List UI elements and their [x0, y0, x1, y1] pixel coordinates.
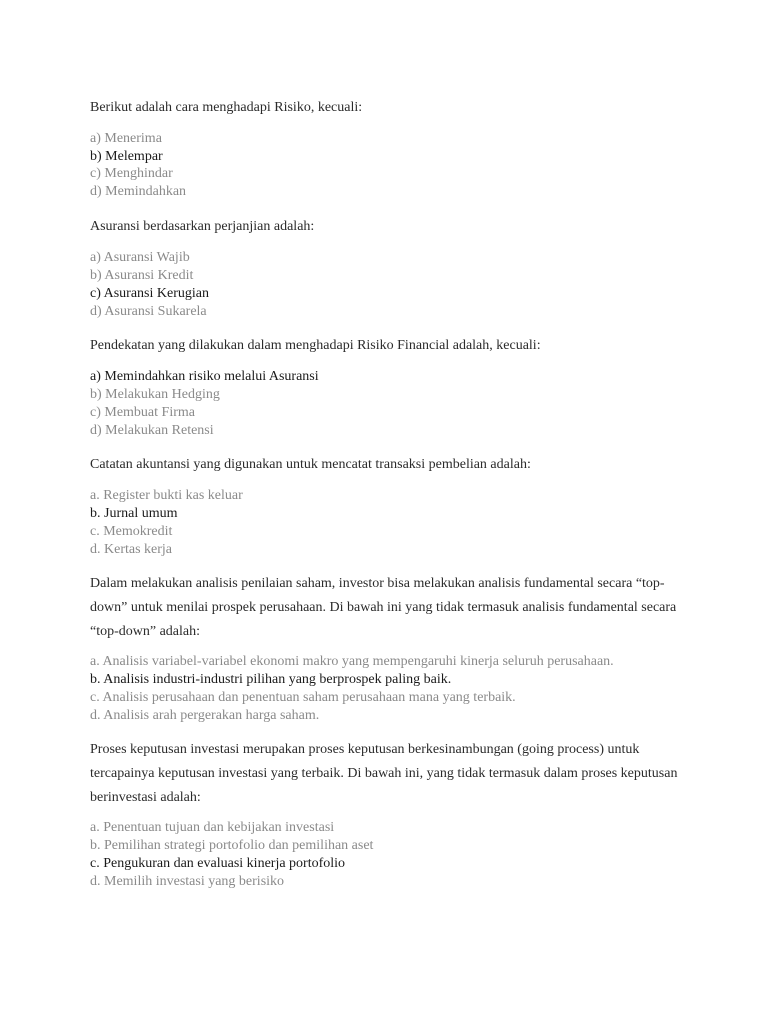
question-text: Berikut adalah cara menghadapi Risiko, kecuali: [90, 100, 363, 115]
question-text: Pendekatan yang dilakukan dalam menghadapi Risiko Financial adalah, kecuali: [90, 338, 541, 353]
answer-option-selected: b. Analisis industri-industri pilihan yang berprospek paling baik. [90, 672, 452, 687]
answer-option: d. Kertas kerja [90, 542, 173, 557]
answer-option: a) Asuransi Wajib [90, 250, 190, 265]
question-text: Dalam melakukan analisis penilaian saham, investor bisa melakukan analisis fundamental secara “top-down” untuk menilai prospek perusahaan. Di bawah ini yang tidak termasuk analisis fundamental secara “top-down” adalah: [90, 576, 677, 639]
answer-option: b) Asuransi Kredit [90, 268, 194, 283]
answer-option: a. Register bukti kas keluar [90, 488, 243, 503]
answer-option-selected: c) Asuransi Kerugian [90, 286, 209, 301]
answer-option-selected: a) Memindahkan risiko melalui Asuransi [90, 369, 319, 384]
answer-option: d) Melakukan Retensi [90, 423, 214, 438]
answer-option-selected: b. Jurnal umum [90, 506, 178, 521]
answer-option: a. Analisis variabel-variabel ekonomi makro yang mempengaruhi kinerja seluruh perusahaan. [90, 654, 614, 669]
answer-option: c. Memokredit [90, 524, 173, 539]
answer-option: a) Menerima [90, 131, 162, 146]
answer-option: d. Memilih investasi yang berisiko [90, 874, 285, 889]
answer-option: a. Penentuan tujuan dan kebijakan investasi [90, 820, 335, 835]
question-text: Asuransi berdasarkan perjanjian adalah: [90, 219, 315, 234]
answer-option: c) Membuat Firma [90, 405, 195, 420]
answer-option: c) Menghindar [90, 166, 173, 181]
answer-option: b. Pemilihan strategi portofolio dan pemilihan aset [90, 838, 374, 853]
answer-option: b) Melakukan Hedging [90, 387, 220, 402]
answer-option: d) Memindahkan [90, 184, 187, 199]
answer-option: d) Asuransi Sukarela [90, 304, 207, 319]
answer-option-selected: b) Melempar [90, 149, 163, 164]
question-text: Proses keputusan investasi merupakan proses keputusan berkesinambungan (going process) untuk tercapainya keputusan investasi yang terbaik. Di bawah ini, yang tidak termasuk dalam proses keputusan berinvestasi adalah: [90, 742, 678, 805]
answer-option: d. Analisis arah pergerakan harga saham. [90, 708, 320, 723]
answer-option-selected: c. Pengukuran dan evaluasi kinerja portofolio [90, 856, 346, 871]
question-text: Catatan akuntansi yang digunakan untuk mencatat transaksi pembelian adalah: [90, 457, 531, 472]
answer-option: c. Analisis perusahaan dan penentuan saham perusahaan mana yang terbaik. [90, 690, 516, 705]
